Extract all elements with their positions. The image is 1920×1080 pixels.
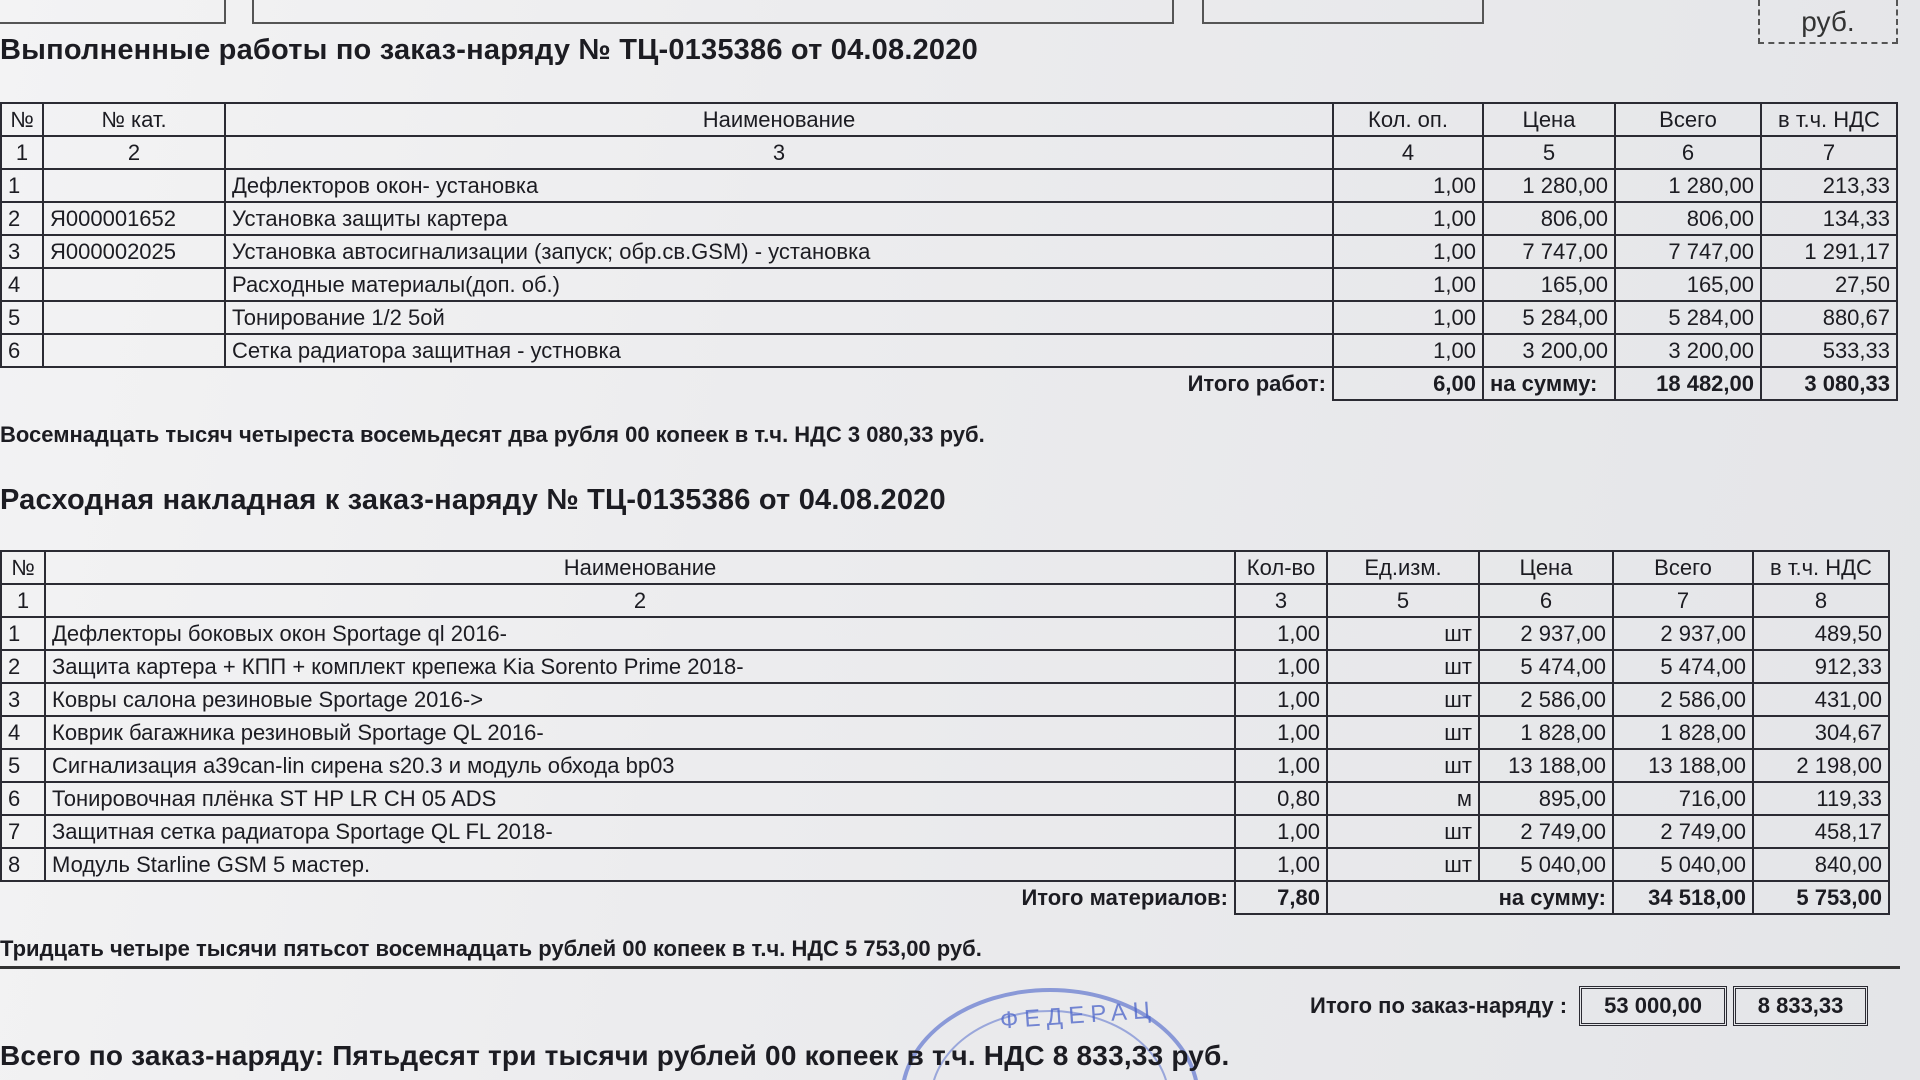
works-cell-name: Установка защиты картера: [225, 202, 1333, 235]
materials-col-qty: Кол-во: [1235, 551, 1327, 584]
materials-cell-qty: 1,00: [1235, 617, 1327, 650]
works-colnum: 1: [1, 136, 43, 169]
materials-colnum: 7: [1613, 584, 1753, 617]
materials-cell-qty: 1,00: [1235, 716, 1327, 749]
works-cell-name: Установка автосигнализации (запуск; обр.св.GSM) - установка: [225, 235, 1333, 268]
materials-cell-unit: шт: [1327, 650, 1479, 683]
materials-cell-total: 5 474,00: [1613, 650, 1753, 683]
materials-total-vat: 5 753,00: [1753, 881, 1889, 914]
works-cell-n: 3: [1, 235, 43, 268]
materials-total-qty: 7,80: [1235, 881, 1327, 914]
materials-amount-words: Тридцать четыре тысячи пятьсот восемнадцать рублей 00 копеек в т.ч. НДС 5 753,00 руб.: [0, 936, 982, 961]
materials-cell-price: 5 474,00: [1479, 650, 1613, 683]
materials-col-price: Цена: [1479, 551, 1613, 584]
header-field-right: [1202, 0, 1484, 24]
materials-row: [1, 716, 1889, 749]
materials-cell-name: Защитная сетка радиатора Sportage QL FL 2018-: [45, 815, 1235, 848]
materials-title: Расходная накладная к заказ-наряду № ТЦ-0135386 от 04.08.2020: [0, 484, 946, 516]
works-cell-qty: 1,00: [1333, 268, 1483, 301]
stamp-seal-text: ФЕДЕРАЦ: [999, 996, 1158, 1035]
materials-cell-vat: 489,50: [1753, 617, 1889, 650]
works-cell-total: 5 284,00: [1615, 301, 1761, 334]
works-sum-label: на сумму:: [1483, 367, 1615, 400]
materials-total-sum: 34 518,00: [1613, 881, 1753, 914]
materials-cell-unit: шт: [1327, 716, 1479, 749]
works-cell-name: Дефлекторов окон- установка: [225, 169, 1333, 202]
materials-table: [0, 550, 1890, 915]
works-row: [1, 202, 1897, 235]
works-cell-cat: [43, 334, 225, 367]
materials-row: [1, 848, 1889, 881]
works-col-total: Всего: [1615, 103, 1761, 136]
materials-cell-n: 3: [1, 683, 45, 716]
works-cell-total: 806,00: [1615, 202, 1761, 235]
materials-col-vat: в т.ч. НДС: [1753, 551, 1889, 584]
works-col-vat: в т.ч. НДС: [1761, 103, 1897, 136]
works-total-qty: 6,00: [1333, 367, 1483, 400]
works-total-row: [1, 367, 1897, 400]
works-colnum-row: [1, 136, 1897, 169]
materials-cell-n: 4: [1, 716, 45, 749]
works-cell-cat: [43, 301, 225, 334]
materials-cell-price: 13 188,00: [1479, 749, 1613, 782]
materials-cell-price: 2 937,00: [1479, 617, 1613, 650]
works-cell-total: 165,00: [1615, 268, 1761, 301]
materials-cell-price: 2 586,00: [1479, 683, 1613, 716]
works-cell-name: Тонирование 1/2 5ой: [225, 301, 1333, 334]
materials-cell-total: 1 828,00: [1613, 716, 1753, 749]
works-cell-vat: 1 291,17: [1761, 235, 1897, 268]
works-row: [1, 301, 1897, 334]
materials-cell-qty: 0,80: [1235, 782, 1327, 815]
works-colnum: 5: [1483, 136, 1615, 169]
materials-row: [1, 782, 1889, 815]
works-colnum: 3: [225, 136, 1333, 169]
materials-row: [1, 749, 1889, 782]
materials-header-row: [1, 551, 1889, 584]
materials-cell-vat: 458,17: [1753, 815, 1889, 848]
materials-total-label: Итого материалов:: [1021, 885, 1228, 910]
works-row: [1, 235, 1897, 268]
materials-colnum: 6: [1479, 584, 1613, 617]
materials-col-unit: Ед.изм.: [1327, 551, 1479, 584]
works-title: Выполненные работы по заказ-наряду № ТЦ-0135386 от 04.08.2020: [0, 34, 978, 66]
works-total-label: Итого работ:: [1187, 371, 1326, 396]
works-cell-price: 165,00: [1483, 268, 1615, 301]
materials-cell-n: 5: [1, 749, 45, 782]
works-cell-price: 1 280,00: [1483, 169, 1615, 202]
materials-cell-total: 13 188,00: [1613, 749, 1753, 782]
materials-cell-total: 2 749,00: [1613, 815, 1753, 848]
materials-row: [1, 683, 1889, 716]
works-cell-price: 7 747,00: [1483, 235, 1615, 268]
materials-cell-name: Коврик багажника резиновый Sportage QL 2016-: [45, 716, 1235, 749]
materials-cell-unit: м: [1327, 782, 1479, 815]
works-cell-cat: [43, 169, 225, 202]
materials-colnum: 3: [1235, 584, 1327, 617]
works-col-price: Цена: [1483, 103, 1615, 136]
grand-total-words: Всего по заказ-наряду: Пятьдесят три тысячи рублей 00 копеек в т.ч. НДС 8 833,33 руб.: [0, 1040, 1230, 1071]
divider-rule: [0, 966, 1900, 969]
materials-row: [1, 815, 1889, 848]
materials-row: [1, 617, 1889, 650]
materials-cell-name: Дефлекторы боковых окон Sportage ql 2016-: [45, 617, 1235, 650]
works-cell-cat: [43, 268, 225, 301]
works-cell-name: Сетка радиатора защитная - устновка: [225, 334, 1333, 367]
materials-sum-label: на сумму:: [1327, 881, 1613, 914]
works-cell-total: 1 280,00: [1615, 169, 1761, 202]
materials-cell-qty: 1,00: [1235, 848, 1327, 881]
materials-colnum: 8: [1753, 584, 1889, 617]
works-cell-price: 5 284,00: [1483, 301, 1615, 334]
materials-cell-n: 6: [1, 782, 45, 815]
works-cell-total: 7 747,00: [1615, 235, 1761, 268]
materials-cell-qty: 1,00: [1235, 815, 1327, 848]
materials-cell-total: 2 937,00: [1613, 617, 1753, 650]
works-table: [0, 102, 1898, 401]
materials-cell-name: Модуль Starline GSM 5 мастер.: [45, 848, 1235, 881]
materials-cell-unit: шт: [1327, 815, 1479, 848]
materials-cell-price: 1 828,00: [1479, 716, 1613, 749]
materials-cell-unit: шт: [1327, 683, 1479, 716]
works-cell-n: 1: [1, 169, 43, 202]
works-row: [1, 268, 1897, 301]
materials-cell-name: Ковры салона резиновые Sportage 2016->: [45, 683, 1235, 716]
materials-cell-unit: шт: [1327, 848, 1479, 881]
materials-cell-vat: 431,00: [1753, 683, 1889, 716]
materials-colnum: 2: [45, 584, 1235, 617]
works-cell-total: 3 200,00: [1615, 334, 1761, 367]
materials-cell-total: 5 040,00: [1613, 848, 1753, 881]
materials-cell-qty: 1,00: [1235, 749, 1327, 782]
materials-cell-unit: шт: [1327, 617, 1479, 650]
works-col-name: Наименование: [225, 103, 1333, 136]
works-row: [1, 169, 1897, 202]
materials-cell-vat: 304,67: [1753, 716, 1889, 749]
materials-col-name: Наименование: [45, 551, 1235, 584]
works-total-vat: 3 080,33: [1761, 367, 1897, 400]
materials-cell-vat: 840,00: [1753, 848, 1889, 881]
materials-colnum: 5: [1327, 584, 1479, 617]
works-colnum: 7: [1761, 136, 1897, 169]
materials-cell-price: 5 040,00: [1479, 848, 1613, 881]
works-cell-vat: 134,33: [1761, 202, 1897, 235]
header-field-left: [0, 0, 226, 24]
materials-cell-price: 895,00: [1479, 782, 1613, 815]
materials-cell-vat: 2 198,00: [1753, 749, 1889, 782]
materials-cell-vat: 119,33: [1753, 782, 1889, 815]
works-cell-qty: 1,00: [1333, 235, 1483, 268]
works-cell-n: 5: [1, 301, 43, 334]
works-colnum: 4: [1333, 136, 1483, 169]
works-cell-price: 3 200,00: [1483, 334, 1615, 367]
grand-total-vat: 8 833,33: [1733, 986, 1868, 1026]
materials-colnum: 1: [1, 584, 45, 617]
materials-cell-price: 2 749,00: [1479, 815, 1613, 848]
works-cell-n: 2: [1, 202, 43, 235]
works-cell-vat: 213,33: [1761, 169, 1897, 202]
works-row: [1, 334, 1897, 367]
works-colnum: 6: [1615, 136, 1761, 169]
materials-cell-name: Защита картера + КПП + комплект крепежа Kia Sorento Prime 2018-: [45, 650, 1235, 683]
materials-col-total: Всего: [1613, 551, 1753, 584]
works-col-cat: № кат.: [43, 103, 225, 136]
works-cell-qty: 1,00: [1333, 169, 1483, 202]
materials-cell-name: Тонировочная плёнка ST HP LR CH 05 ADS: [45, 782, 1235, 815]
works-cell-price: 806,00: [1483, 202, 1615, 235]
works-cell-n: 4: [1, 268, 43, 301]
works-cell-cat: Я000001652: [43, 202, 225, 235]
materials-cell-name: Сигнализация a39can-lin сирена s20.3 и модуль обхода bp03: [45, 749, 1235, 782]
works-col-qty: Кол. оп.: [1333, 103, 1483, 136]
materials-cell-total: 2 586,00: [1613, 683, 1753, 716]
grand-total: [1310, 986, 1868, 1026]
works-cell-qty: 1,00: [1333, 202, 1483, 235]
materials-cell-qty: 1,00: [1235, 683, 1327, 716]
materials-cell-vat: 912,33: [1753, 650, 1889, 683]
currency-box: руб.: [1758, 0, 1898, 44]
works-colnum: 2: [43, 136, 225, 169]
materials-colnum-row: [1, 584, 1889, 617]
materials-cell-qty: 1,00: [1235, 650, 1327, 683]
grand-total-label: Итого по заказ-наряду :: [1310, 993, 1568, 1018]
materials-cell-n: 1: [1, 617, 45, 650]
works-total-sum: 18 482,00: [1615, 367, 1761, 400]
materials-col-n: №: [1, 551, 45, 584]
materials-cell-unit: шт: [1327, 749, 1479, 782]
materials-cell-total: 716,00: [1613, 782, 1753, 815]
works-cell-cat: Я000002025: [43, 235, 225, 268]
works-cell-vat: 27,50: [1761, 268, 1897, 301]
works-col-n: №: [1, 103, 43, 136]
materials-total-row: [1, 881, 1889, 914]
works-header-row: [1, 103, 1897, 136]
grand-total-sum: 53 000,00: [1579, 986, 1727, 1026]
works-cell-n: 6: [1, 334, 43, 367]
works-cell-vat: 533,33: [1761, 334, 1897, 367]
materials-cell-n: 8: [1, 848, 45, 881]
works-amount-words: Восемнадцать тысяч четыреста восемьдесят два рубля 00 копеек в т.ч. НДС 3 080,33 руб.: [0, 422, 985, 447]
works-cell-name: Расходные материалы(доп. об.): [225, 268, 1333, 301]
materials-row: [1, 650, 1889, 683]
header-field-name: [252, 0, 1174, 24]
works-cell-qty: 1,00: [1333, 301, 1483, 334]
materials-cell-n: 2: [1, 650, 45, 683]
works-cell-vat: 880,67: [1761, 301, 1897, 334]
works-cell-qty: 1,00: [1333, 334, 1483, 367]
materials-cell-n: 7: [1, 815, 45, 848]
